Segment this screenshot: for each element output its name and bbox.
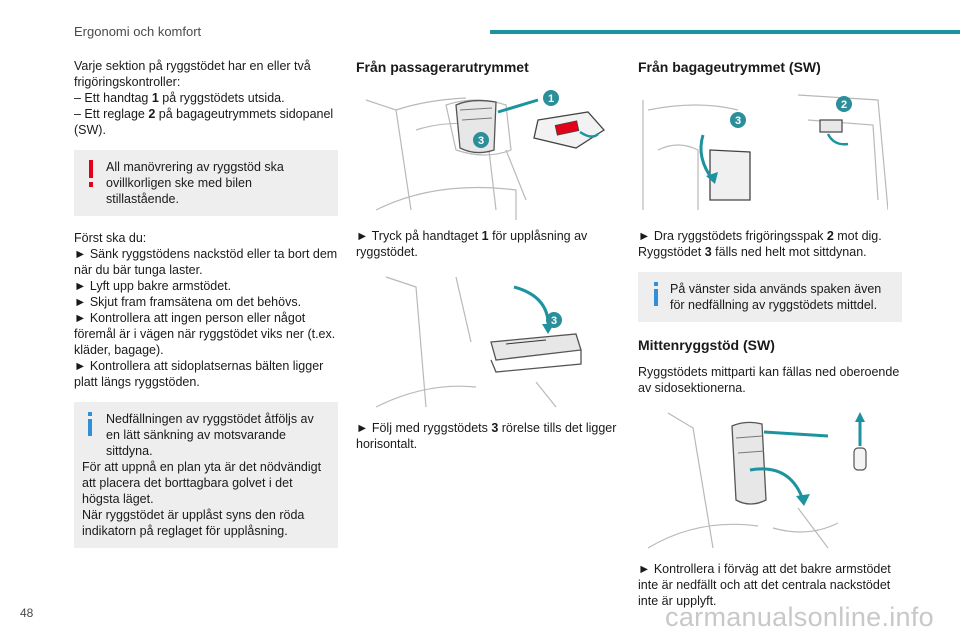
svg-text:3: 3 bbox=[550, 315, 558, 327]
step-press-handle: ► Tryck på handtaget 1 för upplåsning av ryggstödet. bbox=[356, 229, 588, 259]
column-right bbox=[638, 58, 902, 609]
step-follow-backrest: ► Följ med ryggstödets 3 rörelse tills det ligger horisontalt. bbox=[356, 421, 617, 451]
intro-item-control: – Ett reglage 2 på bagageutrymmets sidopanel (SW). bbox=[74, 107, 334, 137]
callout-1 bbox=[543, 90, 559, 106]
headrest-lift-detail bbox=[854, 412, 866, 470]
section-heading: Från bagageutrymmet (SW) bbox=[638, 59, 821, 75]
handle-detail bbox=[534, 112, 604, 148]
warning-exclamation-icon bbox=[86, 160, 96, 188]
first-label: Först ska du: bbox=[74, 231, 147, 245]
trunk-release-illustration bbox=[638, 90, 888, 220]
step-item: ► Skjut fram framsätena om det behövs. bbox=[74, 295, 302, 309]
step-check-armrest: ► Kontrollera i förväg att det bakre armstödet inte är nedfällt och att det centrala nackstödet inte är upplyft. bbox=[638, 562, 891, 608]
info-text: Nedfällningen av ryggstödet åtföljs av en lätt sänkning av motsvarande sittdyna. bbox=[106, 412, 314, 458]
intro-text: Varje sektion på ryggstödet har en eller två frigöringskontroller: bbox=[74, 59, 311, 89]
center-backrest-illustration bbox=[638, 408, 888, 553]
seat-fold-illustration bbox=[356, 272, 606, 412]
column-middle bbox=[356, 58, 620, 452]
header-accent-bar bbox=[490, 30, 960, 34]
info-box bbox=[638, 272, 902, 322]
svg-text:3: 3 bbox=[477, 135, 485, 147]
subsection-heading: Mittenryggstöd (SW) bbox=[638, 337, 775, 353]
page-number: 48 bbox=[20, 606, 34, 620]
step-item: ► Kontrollera att ingen person eller något föremål är i vägen när ryggstödet viks ner (t.ex. kläder, bagage). bbox=[74, 311, 336, 357]
info-text: När ryggstödet är upplåst syns den röda indikatorn på reglaget för upplåsning. bbox=[82, 508, 305, 538]
callout-3 bbox=[546, 312, 562, 328]
intro-item-handle: – Ett handtag 1 på ryggstödets utsida. bbox=[74, 91, 285, 105]
callout-3 bbox=[473, 132, 489, 148]
step-item: ► Sänk ryggstödens nackstöd eller ta bort dem när du bär tunga laster. bbox=[74, 247, 338, 277]
step-backrest-folds: Ryggstödet 3 fälls ned helt mot sittdynan. bbox=[638, 245, 867, 259]
section-heading: Från passagerarutrymmet bbox=[356, 59, 529, 75]
watermark: carmanualsonline.info bbox=[665, 602, 934, 632]
callout-3 bbox=[730, 112, 746, 128]
step-item: ► Kontrollera att sidoplatsernas bälten ligger platt längs ryggstöden. bbox=[74, 359, 324, 389]
seat-release-illustration bbox=[356, 90, 606, 220]
section-title: Ergonomi och komfort bbox=[74, 24, 202, 39]
step-pull-lever: ► Dra ryggstödets frigöringsspak 2 mot dig. bbox=[638, 229, 882, 243]
column-left bbox=[74, 58, 338, 548]
info-text: För att uppnå en plan yta är det nödvändigt att placera det borttagbara golvet i det högsta läget. bbox=[82, 460, 322, 506]
svg-text:1: 1 bbox=[547, 93, 555, 105]
info-box bbox=[74, 402, 338, 548]
info-text: På vänster sida används spaken även för nedfällning av ryggstödets mittdel. bbox=[670, 282, 882, 312]
info-icon bbox=[86, 412, 94, 436]
warning-text: All manövrering av ryggstöd ska ovillkorligen ske med bilen stillastående. bbox=[106, 160, 284, 206]
callout-2 bbox=[836, 96, 852, 112]
info-icon bbox=[652, 282, 660, 306]
svg-text:2: 2 bbox=[840, 99, 848, 111]
step-item: ► Lyft upp bakre armstödet. bbox=[74, 279, 232, 293]
warning-box bbox=[74, 150, 338, 216]
svg-text:3: 3 bbox=[734, 115, 742, 127]
center-backrest-text: Ryggstödets mittparti kan fällas ned oberoende av sidosektionerna. bbox=[638, 365, 900, 395]
